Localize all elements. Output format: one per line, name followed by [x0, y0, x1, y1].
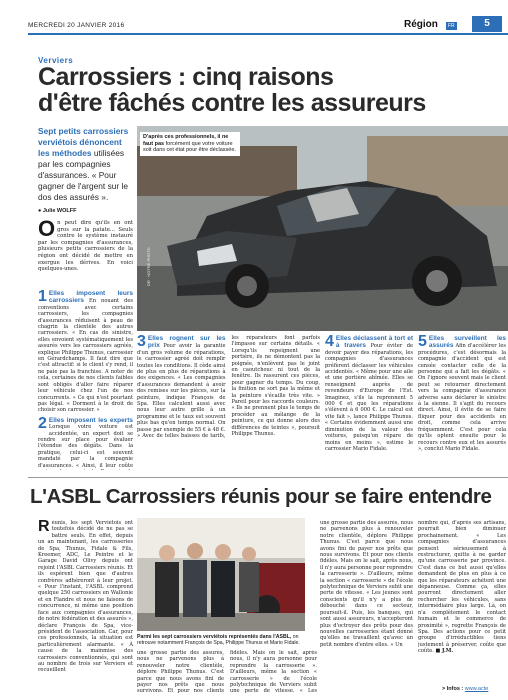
second-article-text: éunis, les sept Verviétois ont toutefois décidé de ne pas se battre seuls. En effet, depuis un an maintenant, les carrosseries de Spa, Thunus, Fidale & Fils, Kreemer, ADC, Le Peintre et le Garage David Olivy depuis ont rejoint l'ASBL Carrossiers réunis. Et ils espèrent bien que d'autres confrères adhéreront à leur projet. « Pour l'instant, l'ASBL comprend quelque 250 carrossiers en Wallonie et en Flandre et nous ne faisons de concurrence, ni même une position face aux compagnies d'assurances, de notre fédération et des assurés », déclare François de Spa, vice-président de l'association. Car, pour ces professionnels, la situation est particulièrement alarmante. « À cause de la mainmise des carrossiers conventionnés, qui sont au nombre de trois sur Verviers et recueillent: [38, 520, 133, 674]
drop-cap: O: [38, 216, 56, 241]
info-label: > Infos :: [442, 686, 464, 692]
page-number: 5: [472, 16, 502, 32]
carrossiers-group-photo: [137, 518, 305, 631]
photo-credit: DR · NOTRE PHOTO: [146, 247, 151, 286]
point-text: Pour éviter de devoir payer des réparations, les compagnies d'assurances préfèrent déclasser les véhicules accidentés. « Même pour une aile et une portière abîmée. Elles se renseignent auprès de revendeurs d'Europe de l'Est. Imaginez, s'ils la reprennent 5 000 € et que les réparations s'élèvent à 6 000 €. Le calcul est vite fait », lance Philippe Thunus. « Certains évidemment aussi une diminution de la valeur des voitures, puisqu'on répare de moins en moins », estime le carrossier Mario Fidale.: [325, 343, 413, 452]
point-1: [38, 290, 133, 414]
points-column-1: [38, 290, 133, 470]
wrecked-car-photo: [137, 126, 508, 331]
second-article-column-4: [418, 520, 506, 680]
info-link[interactable]: [442, 686, 488, 692]
point-title: Elles déclassent à tort et à travers: [335, 335, 413, 350]
byline: ● Julie WOLFF: [38, 208, 77, 214]
article-intro: [38, 216, 133, 273]
second-article-column-1: [38, 520, 133, 690]
intro-text: n peut dire qu'ils en ont gros sur la patate... Seuls contre le système instauré par les compagnies d'assurances, plusieurs petits carrossiers de la région ont décidé de mettre en exergue les dérives. En voici quelques-unes.: [38, 220, 133, 273]
point-2: [38, 414, 133, 470]
second-article-paragraph: [137, 650, 317, 695]
second-article-column-2: [137, 650, 317, 695]
point-title: Elles imposent leurs carrossiers: [48, 290, 133, 305]
photo-caption-bold: D'après ces professionnels, il ne faut pas: [143, 134, 229, 147]
second-article-paragraph: [418, 520, 506, 655]
article-divider: [28, 477, 508, 478]
lead-rest: utilisées par les compagnies d'assurances. « Pour gagner de l'argent sur le dos des assurés ».: [38, 148, 129, 202]
second-article-column-3: [320, 520, 413, 690]
page-header: [0, 0, 508, 40]
point-number: 3: [137, 335, 146, 350]
second-article-text: une grosse partie des assurés, nous ne parvenons plus à renouveler notre clientèle, déplore Philippe Thunus. C'est parce que nous avons fini de payer nos prêts que nous survivons. Et pour nos clients fidèles. Mais on le sait, après nous, il n'y aura personne pour reprendre la carrosserie ». D'ailleurs, même la section « carrosserie » de l'école polytechnique de Verviers subit une perte de vitesse. « Les: [137, 650, 317, 695]
article-lead: [38, 126, 130, 203]
point-number: 2: [38, 414, 47, 432]
points-column-3: [325, 335, 413, 471]
second-article-text: nombre qui, d'après ses artisans, pourrait bien diminuer prochainement. « Les compagnies d'assurances pensent sérieusement à restructurer, quitte à ne garder qu'une carrosserie par province. C'est dans ce but aussi qu'elles demandent de plus en plus à ce que les réparateurs achètent une dépanneuse. Comme ça, elles pourront directement aller rechercher les véhicules, sans intermédiaire plus large. Là, on n'a complètement le contact humain et le commerce de proximité », regrette François de Spa. Des actions pour ce petit groupe d'irréductibles tiens justement à préserver, coûte que coûte. ■: [418, 520, 506, 655]
lead-bold: Sept petits carrossiers verviétois dénoncent les méthodes: [38, 126, 129, 158]
point-number: 1: [38, 290, 47, 305]
points-column-2: [137, 335, 320, 471]
point-title: Elles surveillent les assurés: [428, 335, 506, 350]
second-article-text: une grosse partie des assurés, nous ne parvenons plus à renouveler notre clientèle, déplore Philippe Thunus. C'est parce que nous avons fini de payer nos prêts que nous survivons. Et pour nos clients fidèles. Mais on le sait, après nous, il n'y aura personne pour reprendre la carrosserie ». D'ailleurs, même la section « carrosserie » de l'école polytechnique de Verviers subit une perte de vitesse. « Les jeunes sont conscients qu'il n'y a plus de débouché dans ce secteur, poursuit-il. Puis, les banques, qui sont aussi assureurs, n'accepteront plus d'octroyer des prêts pour des nouvelles carrosseries étant donné qu'elles ne travaillent qu'avec un petit nombre d'entre elles. » Un: [320, 520, 413, 648]
point-title: Elles rognent sur les prix: [147, 335, 226, 350]
photo-caption-rest: forcément que votre voiture soit dans cet état pour être déclassée.: [143, 140, 236, 153]
group-photo-caption-rest: on retrouve notamment François de Spa, Philippe Thunus et Mario Fidale.: [137, 634, 300, 647]
point-text: Pour avoir la garantie d'un gros volume de réparations, le carrossier agréé doit remplir toutes les conditions. Il cède ainsi de plus en plus de réparations à des exigences. « Les compagnies d'assurances demandent à avoir des remises sur les pièces, sur la peinture, indique François de Spa. Elles calculent aussi avec nous leur autre grille à un programme et le taux est souvent plus bas qu'en temps normal. On passe par exemple de 55 € à 48 €. » Avec de telles baisses de tarifs, les réparateurs font parfois l'impasse sur certains détails. « Lorsqu'ils repeignent une portière, ils ne démontent pas la poignée, n'enlèvent pas le joint en caoutchouc ni tout de la fenêtre. Ils rassurent ces pièces, pour gagner du temps. Du coup, la finition ne sort pas la même et la peinture s'écaille très vite. » Pareil pour les raccords couleurs. « Ils ne prennent plus le temps de procéder au mélange de la peinture, ce qui donne alors des différences de teintes », poursuit Philippe Thunus.: [137, 335, 320, 440]
point-text: Afin d'accélérer les procédures, c'est désormais la compagnie d'accident qui est censée contacter celle de la personne qui a fait les dégâts. « On l'ignore souvent mais le client peut se retourner directement vers la compagnie d'assurance adverse sans déclarer le sinistre à la sienne. Il s'agit du recours direct. Ainsi, il évite de se faire fliquer pour des accidents en droit, comme cela arrive fréquemment. C'est pour cela qu'ils optent ensuite pour le recours contre eux et les assurés », conclut Mario Fidale.: [418, 343, 506, 452]
header-rule: [28, 33, 508, 35]
group-photo-caption: [137, 634, 315, 647]
info-url[interactable]: www.acte: [464, 686, 489, 692]
point-4: [325, 335, 413, 452]
headline-line-2: d'être fâchés contre les assureurs: [38, 89, 426, 117]
point-text: En nouant des conventions avec certains carrossiers, les compagnies d'assurances réduisent à peau de chagrin la clientèle des autres carrossiers. « En cas de sinistre, elles envoient systématiquement les assurés vers les carrossiers agréés, explique Philippe Thunus, carrossier en Gérardchamps. Il faut dire que c'est attractif: si le client s'y rend, il ne paie pas la franchise. A noter de cela, certaines de nos clients faibles sont obligés d'aller faire réparer leur véhicule chez l'un de nos concurrents. » Ce qui n'est pourtant pas légal. « Dorment à le droit de choisir son carrossier. »: [38, 298, 133, 414]
point-5: [418, 335, 506, 452]
points-column-4: [418, 335, 506, 471]
point-3: [137, 335, 320, 440]
group-photo-caption-bold: Parmi les sept carrossiers verviétois représentés dans l'ASBL,: [137, 634, 292, 640]
drop-cap: R: [38, 520, 50, 535]
group-photo-illustration: [137, 518, 305, 631]
point-text: Lorsque votre voiture est accidentée, un expert doit se rendre sur place pour évaluer l'étendue des dégâts. Dans la pratique, celui-ci est souvent mandaté par la compagnie d'assurances. « Ainsi, il leur coûte: [38, 424, 133, 469]
second-article-paragraph: [38, 520, 133, 674]
point-number: 5: [418, 335, 427, 350]
wrecked-car-illustration: [137, 126, 508, 331]
second-article-headline: L'ASBL Carrossiers réunis pour se faire entendre: [30, 485, 492, 508]
issue-date: MERCREDI 20 JANVIER 2016: [28, 22, 125, 29]
article-signature: J.M.: [441, 648, 454, 655]
article-kicker: Verviers: [38, 56, 74, 65]
photo-caption: [140, 132, 240, 156]
section-badge: FR: [448, 23, 455, 29]
article-headline: [38, 64, 508, 116]
point-title: Elles imposent les experts: [48, 416, 133, 424]
headline-line-1: Carrossiers : cinq raisons: [38, 63, 334, 91]
section-name: Région: [404, 19, 438, 30]
point-number: 4: [325, 335, 334, 350]
second-article-paragraph: [320, 520, 413, 648]
